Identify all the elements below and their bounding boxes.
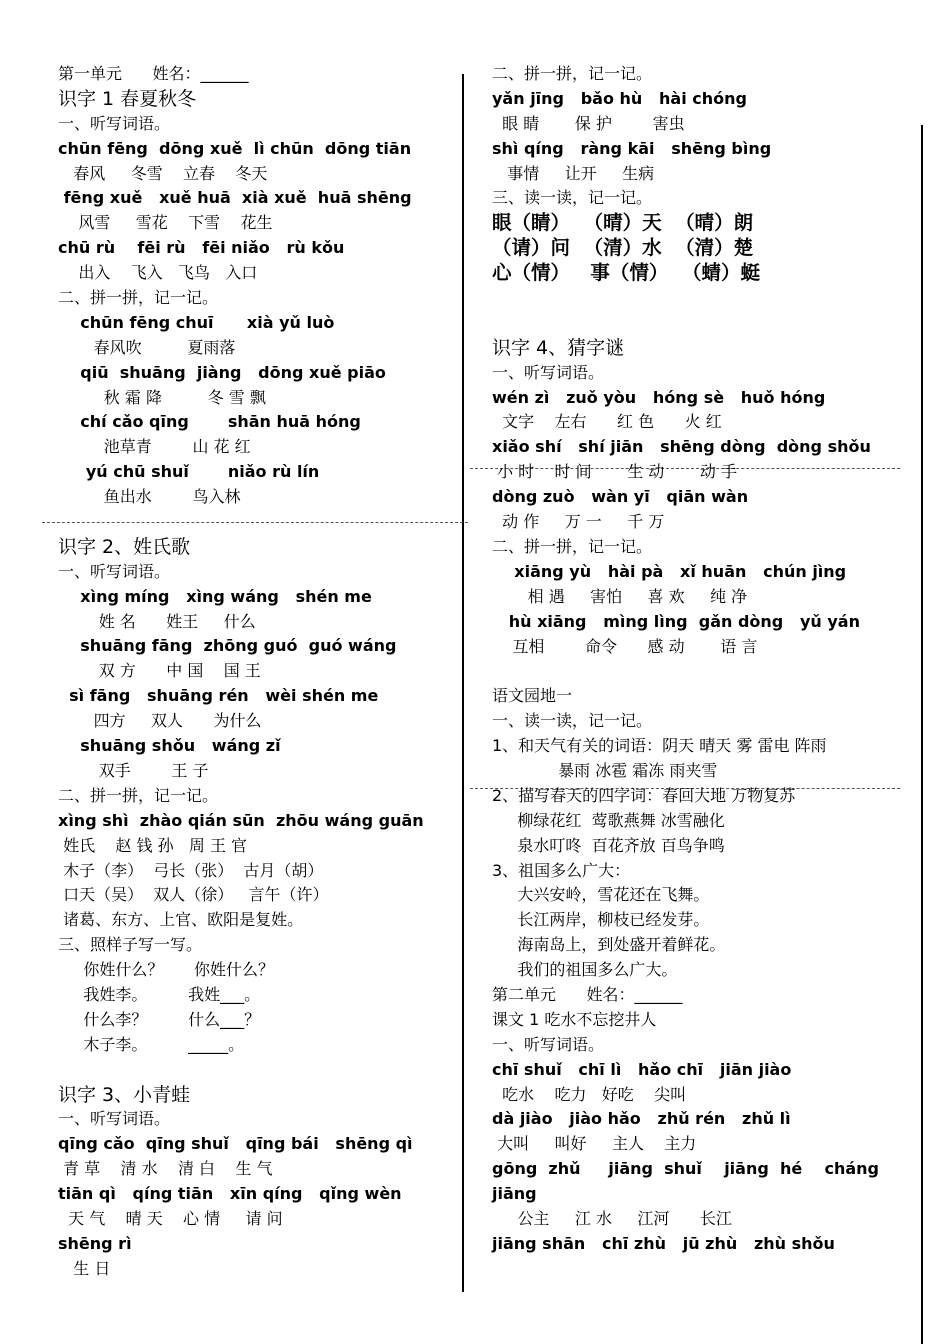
reading-line: （请）问 （清）水 （清）楚	[492, 236, 754, 260]
text-line: 青 草 清 水 清 白 生 气	[58, 1159, 273, 1179]
text-line: 小 时 时 间 生 动 动 手	[492, 462, 737, 482]
pinyin-line: jiāng	[492, 1184, 537, 1204]
pinyin-line: chī shuǐ chī lì hǎo chī jiān jiào	[492, 1059, 792, 1079]
pinyin-line: chūn fēng chuī xià yǔ luò	[58, 312, 335, 332]
spacer	[58, 510, 458, 535]
text-line: 3、祖国多么广大：	[492, 860, 631, 880]
text-line: 一、听写词语。	[58, 113, 171, 133]
text-line: 双 方 中 国 国 王	[58, 661, 261, 681]
text-line: 相 遇 害怕 喜 欢 纯 净	[492, 586, 748, 606]
text-line: 长江两岸，柳枝已经发芽。	[492, 910, 710, 930]
text-line: 事情 让开 生病	[492, 163, 655, 183]
text-line: 出入 飞入 飞鸟 入口	[58, 263, 258, 283]
spacer	[492, 659, 912, 684]
text-line: 一、听写词语。	[492, 362, 605, 382]
text-line: 你姓什么？ 你姓什么？	[58, 960, 274, 980]
text-line: 诸葛、东方、上官、欧阳是复姓。	[58, 910, 304, 930]
pinyin-line: shì qíng ràng kāi shēng bìng	[492, 138, 772, 158]
pinyin-line: xìng míng xìng wáng shén me	[58, 586, 372, 606]
text-line: 口天（吴） 双人（徐） 言午（许）	[58, 885, 329, 905]
text-line: 第一单元 姓名：______	[58, 64, 249, 83]
pinyin-line: fēng xuě xuě huā xià xuě huā shēng	[58, 188, 412, 208]
text-line: 三、读一读，记一记。	[492, 188, 653, 208]
text-line: 什么李？ 什么___？	[58, 1009, 261, 1029]
right-border-line	[921, 125, 923, 1344]
spacer	[492, 286, 912, 336]
text-line: 一、听写词语。	[58, 561, 171, 581]
text-line: 我姓李。 我姓___。	[58, 984, 261, 1004]
text-line: 木子李。 _____。	[58, 1034, 245, 1054]
text-line: 一、听写词语。	[58, 1109, 171, 1129]
reading-line: 心（情） 事（情） （蜻）蜓	[492, 261, 760, 285]
pinyin-line: tiān qì qíng tiān xīn qíng qǐng wèn	[58, 1184, 402, 1204]
left-column	[58, 62, 458, 1282]
text-line: 鱼出水 鸟入林	[58, 487, 241, 507]
pinyin-line: jiāng shān chī zhù jū zhù zhù shǒu	[492, 1233, 835, 1253]
pinyin-line: dà jiào jiào hǎo zhǔ rén zhǔ lì	[492, 1109, 791, 1129]
text-line: 春风吹 夏雨落	[58, 337, 236, 357]
pinyin-line: wén zì zuǒ yòu hóng sè huǒ hóng	[492, 387, 826, 407]
pinyin-line: yǎn jīng bǎo hù hài chóng	[492, 88, 747, 108]
text-line: 春风 冬雪 立春 冬天	[58, 163, 268, 183]
pinyin-line: chí cǎo qīng shān huā hóng	[58, 412, 361, 432]
text-line: 姓 名 姓王 什么	[58, 611, 256, 631]
pinyin-line: xiāng yù hài pà xǐ huān chún jìng	[492, 561, 847, 581]
text-line: 天 气 晴 天 心 情 请 问	[58, 1208, 283, 1228]
section-heading: 识字 2、姓氏歌	[58, 535, 191, 558]
text-line: 双手 王 子	[58, 760, 209, 780]
text-line: 泉水叮咚 百花齐放 百鸟争鸣	[492, 835, 725, 855]
text-line: 柳绿花红 莺歌燕舞 冰雪融化	[492, 810, 725, 830]
spacer	[58, 1058, 458, 1083]
pinyin-line: shuāng shǒu wáng zǐ	[58, 736, 281, 756]
text-line: 第二单元 姓名：______	[492, 984, 683, 1004]
pinyin-line: qiū shuāng jiàng dōng xuě piāo	[58, 362, 386, 382]
reading-line: 眼（睛） （晴）天 （晴）朗	[492, 211, 754, 235]
text-line: 木子（李） 弓长（张） 古月（胡）	[58, 860, 324, 880]
pinyin-line: shuāng fāng zhōng guó guó wáng	[58, 636, 397, 656]
text-line: 风雪 雪花 下雪 花生	[58, 213, 273, 233]
pinyin-line: hù xiāng mìng lìng gǎn dòng yǔ yán	[492, 611, 860, 631]
section-heading: 识字 4、猜字谜	[492, 336, 625, 359]
text-line: 二、拼一拼，记一记。	[492, 536, 653, 556]
text-line: 三、照样子写一写。	[58, 935, 203, 955]
text-line: 课文 1 吃水不忘挖井人	[492, 1009, 657, 1029]
pinyin-line: sì fāng shuāng rén wèi shén me	[58, 686, 379, 706]
text-line: 四方 双人 为什么	[58, 711, 262, 731]
pinyin-line: chūn fēng dōng xuě lì chūn dōng tiān	[58, 138, 412, 158]
pinyin-line: chū rù fēi rù fēi niǎo rù kǒu	[58, 238, 345, 258]
section-heading: 识字 1 春夏秋冬	[58, 87, 197, 110]
text-line: 文字 左右 红 色 火 红	[492, 412, 722, 432]
text-line: 吃水 吃力 好吃 尖叫	[492, 1084, 687, 1104]
pinyin-line: qīng cǎo qīng shuǐ qīng bái shēng qì	[58, 1134, 413, 1154]
text-line: 二、拼一拼，记一记。	[492, 64, 653, 83]
text-line: 语文园地一	[492, 686, 573, 706]
text-line: 2、描写春天的四字词：春回大地 万物复苏	[492, 785, 796, 805]
section-heading: 识字 3、小青蛙	[58, 1083, 191, 1106]
text-line: 1、和天气有关的词语：阴天 晴天 雾 雷电 阵雨	[492, 736, 827, 756]
right-column	[492, 62, 912, 1257]
pinyin-line: shēng rì	[58, 1233, 132, 1253]
pinyin-line: dòng zuò wàn yī qiān wàn	[492, 487, 749, 507]
pinyin-line: xìng shì zhào qián sūn zhōu wáng guān	[58, 810, 424, 830]
text-line: 海南岛上，到处盛开着鲜花。	[492, 935, 726, 955]
text-line: 二、拼一拼，记一记。	[58, 785, 219, 805]
text-line: 互相 命令 感 动 语 言	[492, 636, 758, 656]
pinyin-line: gōng zhǔ jiāng shuǐ jiāng hé cháng	[492, 1159, 879, 1179]
text-line: 暴雨 冰雹 霜冻 雨夹雪	[492, 760, 718, 780]
text-line: 一、听写词语。	[492, 1034, 605, 1054]
text-line: 动 作 万 一 千 万	[492, 512, 665, 532]
text-line: 大叫 叫好 主人 主力	[492, 1134, 697, 1154]
text-line: 二、拼一拼，记一记。	[58, 288, 219, 308]
text-line: 一、读一读，记一记。	[492, 711, 653, 731]
column-divider-line	[462, 74, 464, 1292]
text-line: 生 日	[58, 1258, 111, 1278]
text-line: 我们的祖国多么广大。	[492, 960, 678, 980]
text-line: 姓氏 赵 钱 孙 周 王 官	[58, 835, 248, 855]
text-line: 池草青 山 花 红	[58, 437, 251, 457]
pinyin-line: yú chū shuǐ niǎo rù lín	[58, 462, 320, 482]
pinyin-line: xiǎo shí shí jiān shēng dòng dòng shǒu	[492, 437, 871, 457]
text-line: 公主 江 水 江河 长江	[492, 1208, 732, 1228]
text-line: 眼 睛 保 护 害虫	[492, 113, 685, 133]
text-line: 秋 霜 降 冬 雪 飘	[58, 387, 266, 407]
text-line: 大兴安岭，雪花还在飞舞。	[492, 885, 710, 905]
